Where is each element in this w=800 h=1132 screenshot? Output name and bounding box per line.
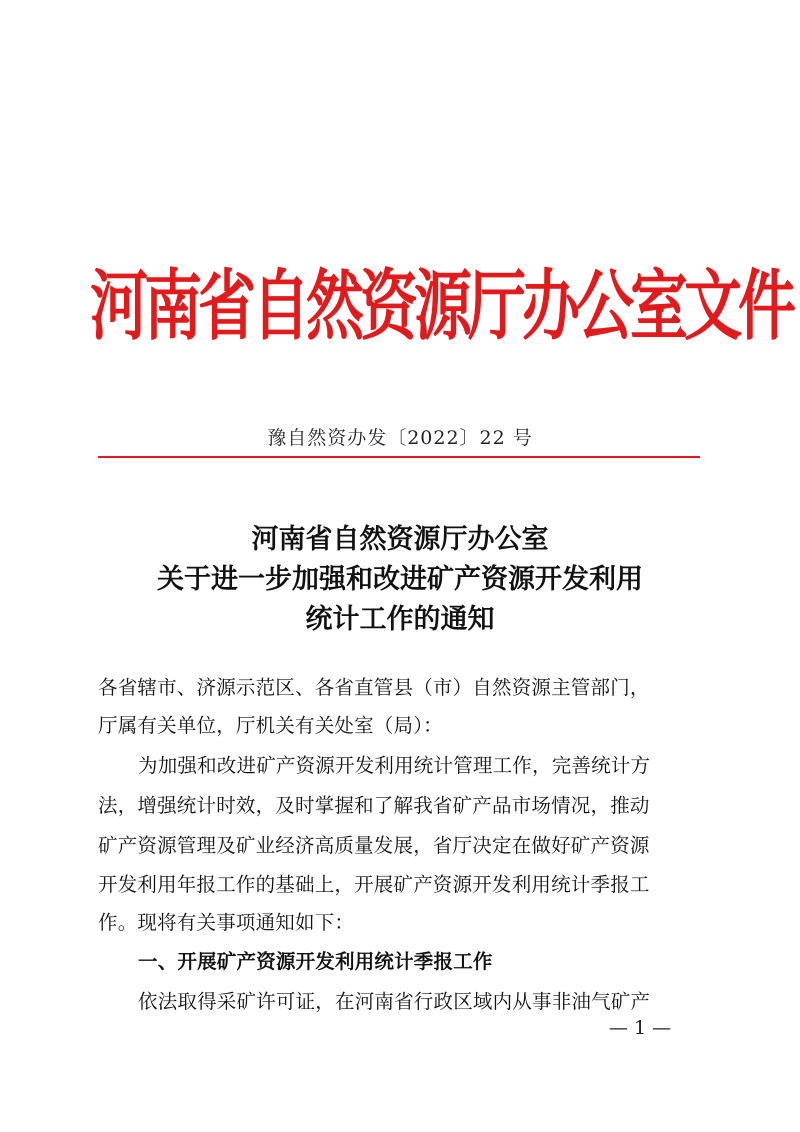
title-line-1: 河南省自然资源厅办公室 [251,524,549,555]
paragraph-1-line-4: 开发利用年报工作的基础上，开展矿产资源开发利用统计季报工 [98,873,650,896]
document-number: 豫自然资办发〔2022〕22 号 [267,427,533,449]
paragraph-1-line-2: 法，增强统计时效，及时掌握和了解我省矿产品市场情况，推动 [98,794,650,817]
section-1-heading: 一、开展矿产资源开发利用统计季报工作 [138,950,493,973]
issuer-header-title: 河南省自然资源厅办公室文件 [90,261,793,352]
document-title [0,520,800,640]
paragraph-2-line-1: 依法取得采矿许可证，在河南省行政区域内从事非油气矿产 [138,990,651,1013]
addressee-line-1: 各省辖市、济源示范区、各省直管县（市）自然资源主管部门， [98,676,650,699]
paragraph-1-line-1: 为加强和改进矿产资源开发利用统计管理工作，完善统计方 [138,754,651,777]
red-separator-line [98,456,700,458]
page-number: — 1 — [608,1017,672,1039]
addressee-line-2: 厅属有关单位，厅机关有关处室（局）： [98,714,443,737]
title-line-3: 统计工作的通知 [305,604,495,635]
paragraph-1-line-3: 矿产资源管理及矿业经济高质量发展，省厅决定在做好矿产资源 [98,834,650,857]
title-line-2: 关于进一步加强和改进矿产资源开发利用 [157,564,643,595]
paragraph-1-line-5: 作。现将有关事项通知如下： [98,911,355,934]
